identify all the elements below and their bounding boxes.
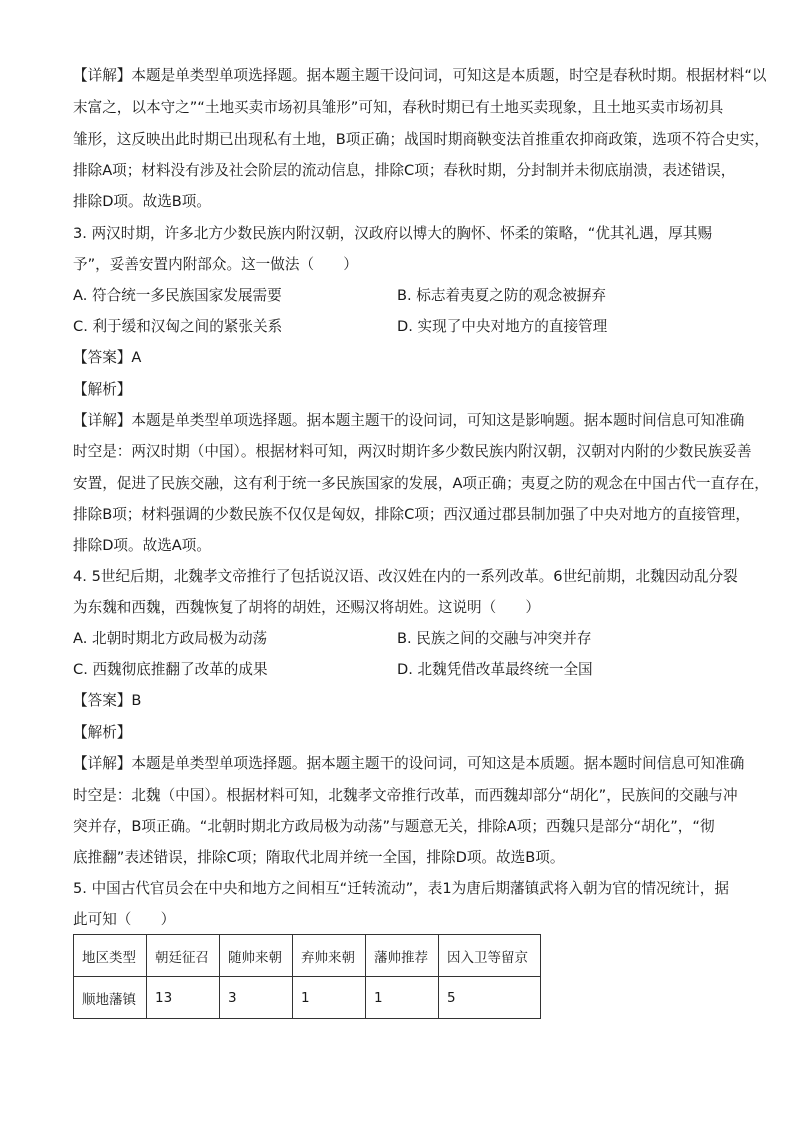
table-cell: 13 [147, 977, 220, 1019]
text-line: 时空是：北魏（中国）。根据材料可知，北魏孝文帝推行改革，而西魏却部分“胡化”，民族间的交融与冲 [73, 787, 738, 804]
text-line: 排除D项。故选A项。 [73, 537, 211, 554]
q4-option-d: D. 北魏凭借改革最终统一全国 [397, 661, 593, 678]
table-header-cell: 藩帅推荐 [366, 935, 439, 977]
question-3-stem: 予”，妥善安置内附部众。这一做法（ ） [73, 256, 358, 273]
table-cell: 1 [366, 977, 439, 1019]
q3-option-a: A. 符合统一多民族国家发展需要 [73, 287, 282, 304]
q4-analysis-label: 【解析】 [73, 724, 132, 741]
text-line: 【详解】本题是单类型单项选择题。据本题主题干的设问词，可知这是本质题。据本题时间信息可知准确 [73, 755, 745, 772]
table-header-cell: 因入卫等留京 [439, 935, 541, 977]
question-5-stem: 此可知（ ） [73, 911, 176, 928]
q3-option-c: C. 利于缓和汉匈之间的紧张关系 [73, 318, 283, 335]
question-4-stem: 4. 5世纪后期，北魏孝文帝推行了包括说汉语、改汉姓在内的一系列改革。6世纪前期，北魏因动乱分裂 [73, 568, 738, 585]
text-line: 突并存，B项正确。“北朝时期北方政局极为动荡”与题意无关，排除A项；西魏只是部分“胡化”，“彻 [73, 818, 715, 835]
q3-analysis-label: 【解析】 [73, 381, 132, 398]
text-line: 排除D项。故选B项。 [73, 193, 212, 210]
q4-option-a: A. 北朝时期北方政局极为动荡 [73, 630, 268, 647]
table-header-cell: 随帅来朝 [220, 935, 293, 977]
q3-option-d: D. 实现了中央对地方的直接管理 [397, 318, 608, 335]
question-5-stem: 5. 中国古代官员会在中央和地方之间相互“迁转流动”，表1为唐后期藩镇武将入朝为官的情况统计，据 [73, 880, 729, 897]
text-line: 时空是：两汉时期（中国）。根据材料可知，两汉时期许多少数民族内附汉朝，汉朝对内附的少数民族妥善 [73, 443, 752, 460]
text-line: 安置，促进了民族交融，这有利于统一多民族国家的发展，A项正确；夷夏之防的观念在中国古代一直存在， [73, 475, 769, 492]
text-line: 排除A项；材料没有涉及社会阶层的流动信息，排除C项；春秋时期，分封制并未彻底崩溃，表述错误， [73, 162, 736, 179]
text-line: 底推翻”表述错误，排除C项；隋取代北周并统一全国，排除D项。故选B项。 [73, 849, 565, 866]
text-line: 末富之，以本守之”“土地买卖市场初具雏形”可知，春秋时期已有土地买卖现象，且土地买卖市场初具 [73, 99, 724, 116]
text-line: 雏形，这反映出此时期已出现私有土地，B项正确；战国时期商鞅变法首推重农抑商政策，选项不符合史实， [73, 131, 769, 148]
table-cell: 顺地藩镇 [74, 977, 147, 1019]
text-line: 排除B项；材料强调的少数民族不仅仅是匈奴，排除C项；西汉通过郡县制加强了中央对地方的直接管理， [73, 506, 750, 523]
question-3-stem: 3. 两汉时期，许多北方少数民族内附汉朝，汉政府以博大的胸怀、怀柔的策略，“优其礼遇，厚其赐 [73, 225, 713, 242]
table-header-cell: 地区类型 [74, 935, 147, 977]
text-line: 【详解】本题是单类型单项选择题。据本题主题干设问词，可知这是本质题，时空是春秋时期。根据材料“以 [73, 67, 767, 84]
q3-option-b: B. 标志着夷夏之防的观念被摒弃 [397, 287, 607, 304]
text-line: 【详解】本题是单类型单项选择题。据本题主题干的设问词，可知这是影响题。据本题时间信息可知准确 [73, 412, 745, 429]
q3-answer: 【答案】A [73, 349, 142, 366]
table-header-row [74, 935, 541, 977]
table-cell: 5 [439, 977, 541, 1019]
question-4-stem: 为东魏和西魏，西魏恢复了胡将的胡姓，还赐汉将胡姓。这说明（ ） [73, 599, 541, 616]
table-row [74, 977, 541, 1019]
table-cell: 3 [220, 977, 293, 1019]
q4-answer: 【答案】B [73, 692, 142, 709]
q4-option-c: C. 西魏彻底推翻了改革的成果 [73, 661, 268, 678]
table-cell: 1 [293, 977, 366, 1019]
table-header-cell: 朝廷征召 [147, 935, 220, 977]
table-header-cell: 弃帅来朝 [293, 935, 366, 977]
statistics-table [73, 934, 541, 1019]
q4-option-b: B. 民族之间的交融与冲突并存 [397, 630, 592, 647]
